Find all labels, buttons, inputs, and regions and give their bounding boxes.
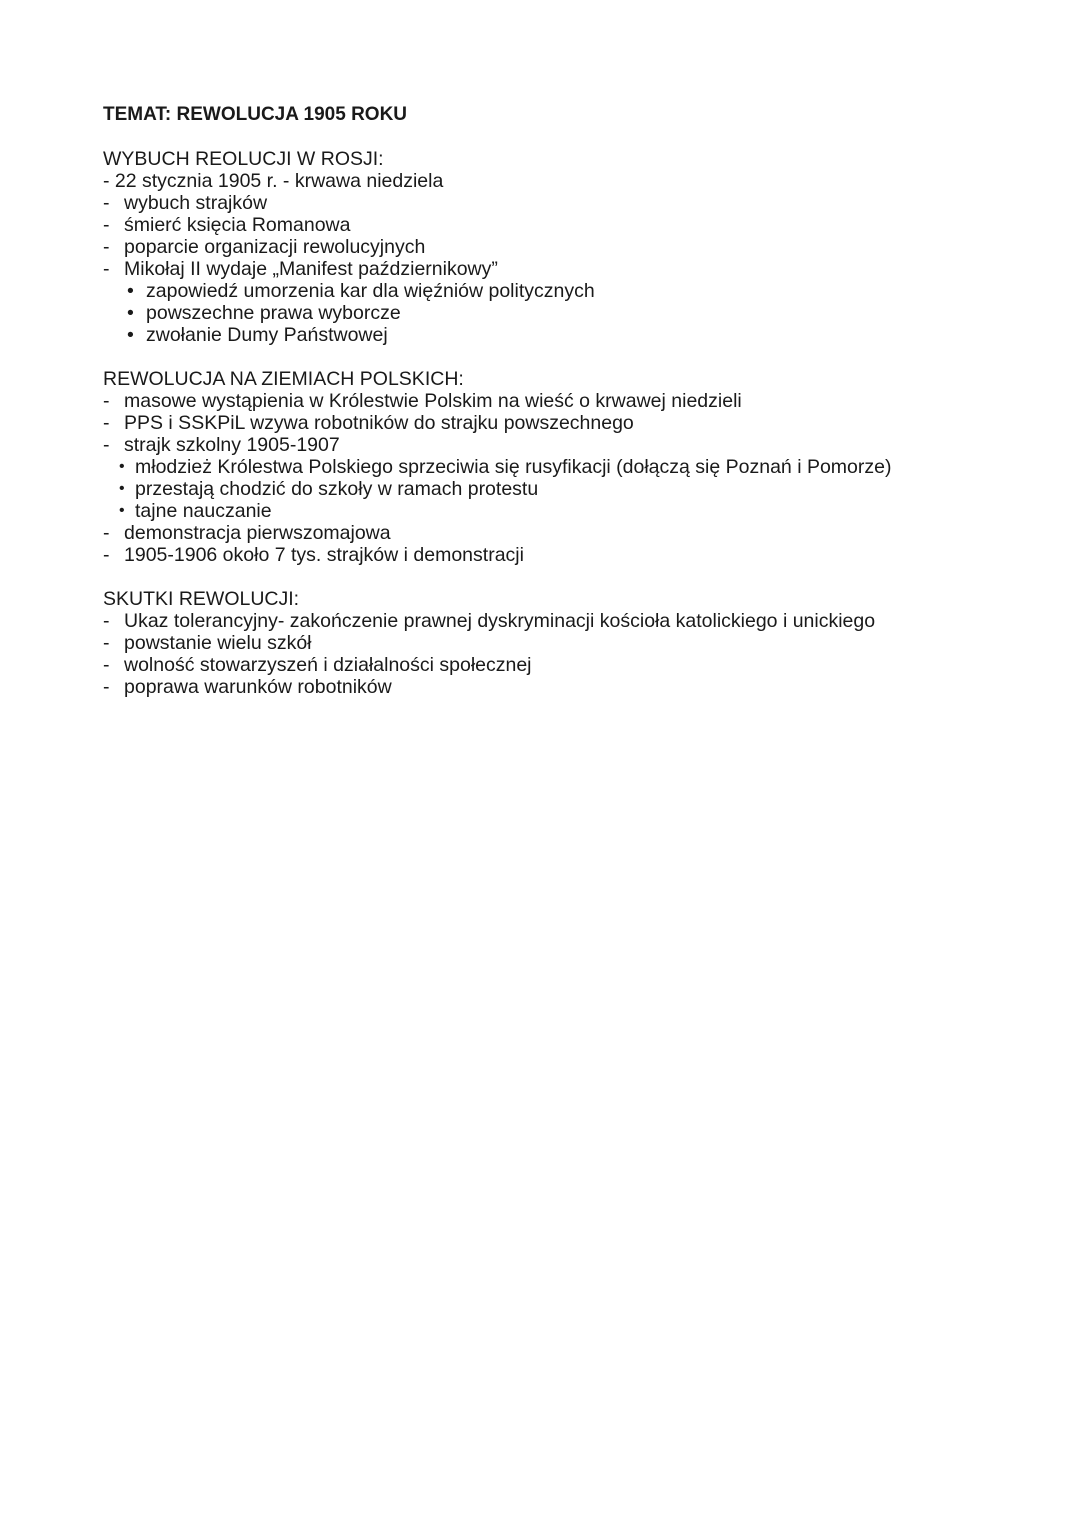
sub-list-item-text: młodzież Królestwa Polskiego sprzeciwia się rusyfikacji (dołączą się Poznań i Pomorze) [135, 456, 892, 478]
dash-marker: - [103, 412, 110, 434]
dash-marker: - [103, 434, 110, 456]
list-item [103, 610, 1003, 632]
section-heading: WYBUCH REOLUCJI W ROSJI: [103, 148, 384, 170]
list-item-text: masowe wystąpienia w Królestwie Polskim na wieść o krwawej niedzieli [124, 390, 742, 412]
list-item-text: Mikołaj II wydaje „Manifest październikowy” [124, 258, 498, 280]
sub-list-item [103, 280, 1003, 302]
dash-marker: - [103, 610, 110, 632]
bullet-marker: • [127, 280, 134, 302]
list-item [103, 544, 1003, 566]
list-item [103, 522, 1003, 544]
list-item [103, 434, 1003, 456]
bullet-marker: • [119, 458, 125, 475]
sub-list-item [103, 500, 1003, 522]
list-item-text: wolność stowarzyszeń i działalności społecznej [124, 654, 532, 676]
list-item [103, 236, 1003, 258]
section-polish-lands [103, 368, 1003, 566]
dash-marker: - [103, 654, 110, 676]
sub-list-item [103, 478, 1003, 500]
list-item [103, 390, 1003, 412]
list-item-text: poprawa warunków robotników [124, 676, 392, 698]
dash-marker: - [103, 632, 110, 654]
sub-list-item-text: zwołanie Dumy Państwowej [146, 324, 388, 346]
list-item [103, 632, 1003, 654]
sub-list-item-text: powszechne prawa wyborcze [146, 302, 401, 324]
dash-marker: - [103, 522, 110, 544]
bullet-marker: • [127, 324, 134, 346]
bullet-marker: • [119, 502, 125, 519]
dash-marker: - [103, 214, 110, 236]
list-item [103, 192, 1003, 214]
document-title: TEMAT: REWOLUCJA 1905 ROKU [103, 104, 408, 125]
list-item-text: wybuch strajków [124, 192, 268, 214]
dash-marker: - [103, 390, 110, 412]
sub-list-item [103, 324, 1003, 346]
sub-list-item [103, 302, 1003, 324]
section-heading: REWOLUCJA NA ZIEMIACH POLSKICH: [103, 368, 464, 390]
list-item-text: demonstracja pierwszomajowa [124, 522, 391, 544]
dash-marker: - [103, 236, 110, 258]
dash-marker: - [103, 544, 110, 566]
sub-list-item-text: tajne nauczanie [135, 500, 272, 522]
list-item [103, 676, 1003, 698]
sub-list-item-text: zapowiedź umorzenia kar dla więźniów politycznych [146, 280, 595, 302]
list-item-text: Ukaz tolerancyjny- zakończenie prawnej dyskryminacji kościoła katolickiego i unickiego [124, 610, 876, 632]
list-item [103, 654, 1003, 676]
section-heading: SKUTKI REWOLUCJI: [103, 588, 300, 610]
dash-marker: - [103, 676, 110, 698]
list-item-text: poparcie organizacji rewolucyjnych [124, 236, 426, 258]
list-item [103, 214, 1003, 236]
bullet-marker: • [119, 480, 125, 497]
dash-marker: - [103, 192, 110, 214]
section-consequences [103, 588, 1003, 698]
list-item-text: PPS i SSKPiL wzywa robotników do strajku powszechnego [124, 412, 634, 434]
bullet-marker: • [127, 302, 134, 324]
dash-marker: - [103, 258, 110, 280]
list-item-text: śmierć księcia Romanowa [124, 214, 351, 236]
section-outbreak-russia [103, 148, 1003, 346]
list-item: - 22 stycznia 1905 r. - krwawa niedziela [103, 170, 444, 192]
sub-list-item [103, 456, 1003, 478]
list-item-text: 1905-1906 około 7 tys. strajków i demonstracji [124, 544, 524, 566]
document-page [103, 102, 1003, 698]
list-item [103, 258, 1003, 280]
list-item-text: powstanie wielu szkół [124, 632, 312, 654]
list-item [103, 412, 1003, 434]
list-item-text: strajk szkolny 1905-1907 [124, 434, 340, 456]
sub-list-item-text: przestają chodzić do szkoły w ramach protestu [135, 478, 539, 500]
